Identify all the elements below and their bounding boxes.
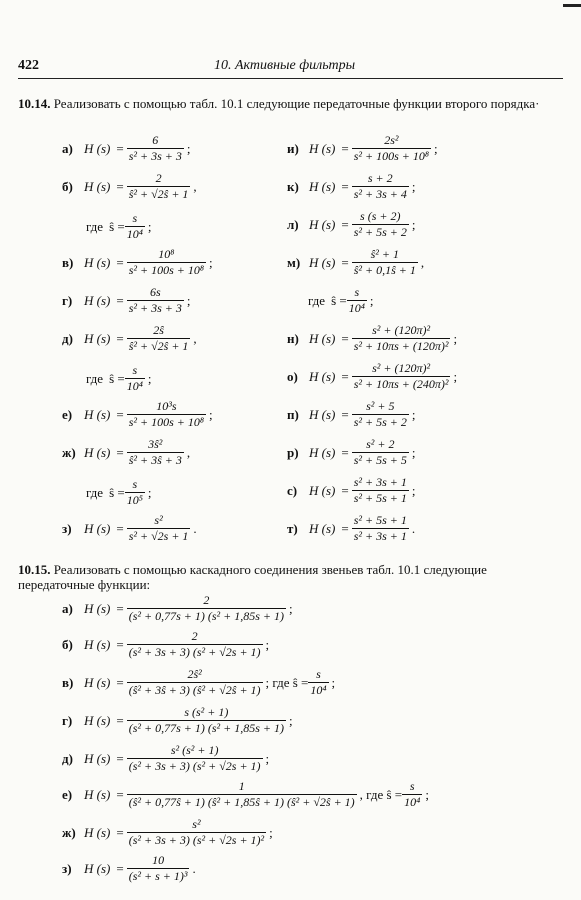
item-label: в) (62, 674, 74, 690)
numerator: 2ŝ² (187, 667, 202, 681)
numerator: s² + (120π)² (372, 361, 431, 375)
item-label: т) (287, 520, 298, 536)
denominator: s² + 3s + 4 (353, 187, 407, 201)
function-name: H (s) (309, 482, 336, 498)
equals-sign: = (116, 750, 124, 766)
function-name: H (s) (84, 292, 111, 308)
fraction (127, 400, 206, 429)
function-name: H (s) (84, 786, 111, 802)
fraction (125, 364, 145, 393)
function-name: H (s) (309, 216, 336, 232)
item-tail: . (193, 520, 197, 536)
numerator: s (s² + 1) (184, 705, 229, 719)
item-label: з) (62, 520, 72, 536)
item-label: с) (287, 482, 298, 498)
denominator: (s² + 3s + 3) (s² + √2s + 1) (128, 645, 261, 659)
equals-sign: = (116, 140, 124, 156)
page-header (18, 56, 563, 79)
item-label: г) (62, 292, 73, 308)
denominator: (ŝ² + 0,77ŝ + 1) (ŝ² + 1,85ŝ + 1) (ŝ² + √2ŝ + 1) (128, 795, 355, 809)
equals-sign: = (341, 330, 349, 346)
transfer-function-item (287, 324, 457, 353)
item-tail: ; (209, 406, 213, 422)
function-name: H (s) (309, 368, 336, 384)
equals-sign: = (116, 712, 124, 728)
equals-sign: = (116, 600, 124, 616)
item-tail: . (411, 520, 416, 536)
fraction (127, 438, 184, 467)
transfer-function-item (287, 172, 415, 201)
item-label: б) (62, 178, 73, 194)
item-label: к) (287, 178, 299, 194)
transfer-function-item (287, 362, 457, 391)
fraction (125, 478, 145, 507)
item-label: о) (287, 368, 298, 384)
item-tail: , (193, 178, 197, 194)
page-number: 422 (18, 58, 39, 73)
fraction (127, 668, 263, 697)
equals-sign: = (116, 824, 124, 840)
item-label: е) (62, 786, 73, 802)
function-name: H (s) (84, 520, 111, 536)
transfer-function-item (287, 514, 415, 543)
numerator: 2 (203, 593, 210, 607)
item-label: з) (62, 860, 72, 876)
denominator: 10⁴ (126, 227, 143, 241)
equals-sign: = (116, 406, 124, 422)
item-label: ж) (62, 824, 76, 840)
numerator: 6 (152, 133, 159, 147)
fraction (402, 780, 422, 809)
denominator: s² + 3s + 1 (353, 529, 407, 543)
item-tail: ; (411, 178, 416, 194)
transfer-function-item (62, 668, 335, 697)
fraction (127, 286, 184, 315)
numerator: ŝ² + 1 (370, 247, 399, 261)
substitution-note (86, 212, 152, 241)
denominator: (s² + 0,77s + 1) (s² + 1,85s + 1) (128, 609, 284, 623)
numerator: s (132, 363, 138, 377)
function-name: H (s) (309, 178, 336, 194)
note-expression: ŝ = (109, 370, 125, 386)
transfer-function-item (62, 818, 273, 847)
item-tail: , (420, 254, 425, 270)
equals-sign: = (116, 178, 124, 194)
denominator: s² + 100s + 10⁸ (128, 263, 205, 277)
equals-sign: = (341, 368, 349, 384)
item-tail: ; (186, 292, 191, 308)
transfer-function-item (62, 134, 190, 163)
note-tail: ; (147, 218, 152, 234)
equals-sign: = (341, 482, 349, 498)
numerator: 6s (149, 285, 161, 299)
equals-sign: = (341, 520, 349, 536)
fraction (127, 780, 357, 809)
denominator: s² + 5s + 1 (353, 491, 407, 505)
problem-text: Реализовать с помощью каскадного соединения звеньев табл. 10.1 следующие передаточные функции: (18, 562, 487, 592)
item-label: д) (62, 330, 73, 346)
function-name: H (s) (84, 636, 111, 652)
numerator: s + 2 (367, 171, 393, 185)
numerator: s² + (120π)² (372, 323, 431, 337)
fraction (352, 438, 409, 467)
item-tail: , (193, 330, 197, 346)
item-tail: ; (411, 482, 416, 498)
item-tail: ; (269, 824, 273, 840)
equals-sign: = (116, 636, 124, 652)
fraction (352, 362, 451, 391)
transfer-function-item (287, 248, 424, 277)
function-name: H (s) (84, 178, 111, 194)
denominator: ŝ² + 0,1ŝ + 1 (353, 263, 416, 277)
item-tail: ; (331, 674, 336, 690)
denominator: (ŝ² + 3ŝ + 3) (ŝ² + √2ŝ + 1) (128, 683, 261, 697)
item-label: н) (287, 330, 299, 346)
denominator: s² + 5s + 2 (353, 225, 407, 239)
denominator: (s² + 3s + 3) (s² + √2s + 1) (128, 759, 261, 773)
denominator: s² + 5s + 5 (353, 453, 407, 467)
numerator: s² (192, 817, 201, 831)
fraction (352, 476, 409, 505)
problem-10-15-statement (18, 562, 563, 592)
equals-sign: = (341, 140, 349, 156)
item-tail: ; (288, 712, 293, 728)
item-label: м) (287, 254, 301, 270)
item-label: а) (62, 600, 73, 616)
note-expression: ŝ = (109, 484, 125, 500)
item-tail: ; (186, 140, 191, 156)
transfer-function-item (62, 744, 269, 773)
numerator: s (132, 477, 138, 491)
denominator: s² + √2s + 1 (128, 529, 189, 543)
numerator: 2 (191, 629, 198, 643)
item-tail: , (186, 444, 191, 460)
item-tail: ; (411, 444, 416, 460)
numerator: 10⁸ (158, 247, 175, 261)
fraction (352, 400, 409, 429)
item-label: ж) (62, 444, 76, 460)
item-tail: ; (425, 786, 429, 802)
function-name: H (s) (84, 600, 111, 616)
numerator: s² (154, 513, 163, 527)
fraction (347, 286, 367, 315)
note-expression: ŝ = (331, 292, 347, 308)
equals-sign: = (341, 216, 349, 232)
problem-number: 10.15. (18, 562, 51, 577)
denominator: ŝ² + √2ŝ + 1 (128, 187, 189, 201)
denominator: s² + 10πs + (240π)² (353, 377, 449, 391)
fraction (127, 706, 286, 735)
function-name: H (s) (309, 330, 336, 346)
transfer-function-item (287, 210, 415, 239)
denominator: s² + 100s + 10⁸ (128, 415, 205, 429)
function-name: H (s) (84, 824, 111, 840)
item-tail: ; (453, 368, 458, 384)
transfer-function-item (287, 438, 415, 467)
transfer-function-item (62, 630, 269, 659)
numerator: 2 (155, 171, 162, 185)
item-label: л) (287, 216, 299, 232)
page-corner-mark (563, 4, 581, 7)
numerator: 3ŝ² (148, 437, 163, 451)
numerator: s² (s² + 1) (170, 743, 219, 757)
item-label: е) (62, 406, 73, 422)
item-tail: ; (411, 406, 416, 422)
item-tail: ; (265, 750, 270, 766)
equals-sign: = (341, 406, 349, 422)
denominator: s² + 3s + 3 (128, 149, 182, 163)
item-tail: ; где ŝ = (265, 674, 309, 690)
item-label: и) (287, 140, 299, 156)
note-expression: ŝ = (109, 218, 125, 234)
denominator: 10⁴ (310, 683, 327, 697)
function-name: H (s) (84, 140, 111, 156)
denominator: (s² + 3s + 3) (s² + √2s + 1)² (128, 833, 265, 847)
numerator: s (316, 667, 321, 681)
transfer-function-item (62, 286, 190, 315)
denominator: 10⁴ (404, 795, 421, 809)
denominator: ŝ² + 3ŝ + 3 (128, 453, 182, 467)
equals-sign: = (116, 674, 124, 690)
transfer-function-item (62, 400, 213, 429)
item-tail: ; (434, 140, 438, 156)
item-label: п) (287, 406, 299, 422)
denominator: 10⁴ (348, 301, 365, 315)
transfer-function-item (62, 594, 293, 623)
function-name: H (s) (84, 712, 111, 728)
fraction (352, 172, 409, 201)
fraction (127, 172, 191, 201)
transfer-function-item (62, 780, 429, 809)
transfer-function-item (62, 438, 190, 467)
function-name: H (s) (84, 330, 111, 346)
numerator: s (s + 2) (360, 209, 401, 223)
function-name: H (s) (309, 406, 336, 422)
equals-sign: = (116, 292, 124, 308)
equals-sign: = (116, 786, 124, 802)
numerator: s (354, 285, 360, 299)
transfer-function-item (62, 706, 293, 735)
item-label: в) (62, 254, 74, 270)
note-word: где (86, 218, 104, 234)
item-tail: ; (411, 216, 416, 232)
numerator: 10 (152, 853, 165, 867)
denominator: 10⁴ (126, 379, 143, 393)
item-label: а) (62, 140, 73, 156)
fraction (127, 134, 184, 163)
equals-sign: = (341, 254, 349, 270)
item-label: р) (287, 444, 299, 460)
transfer-function-item (62, 854, 196, 883)
transfer-function-item (62, 172, 197, 201)
equals-sign: = (116, 254, 124, 270)
note-word: где (308, 292, 326, 308)
fraction (127, 248, 206, 277)
numerator: s² + 2 (366, 437, 395, 451)
denominator: ŝ² + √2ŝ + 1 (128, 339, 189, 353)
fraction (352, 134, 431, 163)
item-tail: ; (288, 600, 293, 616)
equals-sign: = (116, 444, 124, 460)
denominator: s² + 10πs + (120π)² (353, 339, 449, 353)
numerator: s (132, 211, 138, 225)
numerator: s² + 3s + 1 (353, 475, 407, 489)
note-word: где (86, 370, 104, 386)
numerator: s² + 5 (366, 399, 395, 413)
item-tail: ; (209, 254, 213, 270)
equals-sign: = (116, 860, 124, 876)
function-name: H (s) (84, 406, 111, 422)
fraction (125, 212, 145, 241)
item-tail: . (192, 860, 196, 876)
denominator: (s² + 0,77s + 1) (s² + 1,85s + 1) (128, 721, 284, 735)
fraction (127, 594, 286, 623)
fraction (127, 854, 190, 883)
equals-sign: = (116, 330, 124, 346)
item-tail: ; (265, 636, 270, 652)
function-name: H (s) (84, 444, 111, 460)
substitution-note (86, 364, 152, 393)
denominator: s² + 3s + 3 (128, 301, 182, 315)
function-name: H (s) (309, 254, 336, 270)
fraction (127, 630, 263, 659)
numerator: s (409, 779, 415, 793)
function-name: H (s) (309, 444, 336, 460)
substitution-note (308, 286, 374, 315)
fraction (352, 514, 409, 543)
chapter-title: 10. Активные фильтры (214, 58, 356, 73)
transfer-function-item (287, 134, 438, 163)
fraction (127, 324, 191, 353)
fraction (352, 210, 409, 239)
item-tail: ; (453, 330, 458, 346)
fraction (352, 324, 451, 353)
function-name: H (s) (309, 140, 336, 156)
function-name: H (s) (84, 860, 111, 876)
denominator: s² + 5s + 2 (353, 415, 407, 429)
numerator: 2ŝ (153, 323, 164, 337)
function-name: H (s) (84, 750, 111, 766)
fraction (127, 514, 191, 543)
note-tail: ; (147, 484, 152, 500)
equals-sign: = (116, 520, 124, 536)
problem-number: 10.14. (18, 96, 51, 111)
transfer-function-item (62, 324, 197, 353)
note-tail: ; (147, 370, 152, 386)
item-label: б) (62, 636, 73, 652)
denominator: 10⁵ (126, 493, 143, 507)
denominator: s² + 100s + 10⁸ (353, 149, 430, 163)
function-name: H (s) (84, 254, 111, 270)
numerator: 2s² (384, 133, 399, 147)
function-name: H (s) (309, 520, 336, 536)
problem-text: Реализовать с помощью табл. 10.1 следующие передаточные функции второго порядка· (53, 96, 540, 111)
transfer-function-item (62, 514, 197, 543)
denominator: (s² + s + 1)³ (128, 869, 188, 883)
numerator: 1 (238, 779, 245, 793)
transfer-function-item (287, 476, 415, 505)
equals-sign: = (341, 444, 349, 460)
note-word: где (86, 484, 104, 500)
item-label: г) (62, 712, 73, 728)
note-tail: ; (369, 292, 374, 308)
numerator: s² + 5s + 1 (353, 513, 407, 527)
substitution-note (86, 478, 152, 507)
function-name: H (s) (84, 674, 111, 690)
fraction (127, 744, 263, 773)
transfer-function-item (287, 400, 415, 429)
numerator: 10³s (156, 399, 177, 413)
transfer-function-item (62, 248, 213, 277)
fraction (308, 668, 328, 697)
fraction (352, 248, 418, 277)
problem-10-14-statement (18, 96, 563, 111)
item-tail: , где ŝ = (359, 786, 403, 802)
item-label: д) (62, 750, 73, 766)
fraction (127, 818, 266, 847)
equals-sign: = (341, 178, 349, 194)
